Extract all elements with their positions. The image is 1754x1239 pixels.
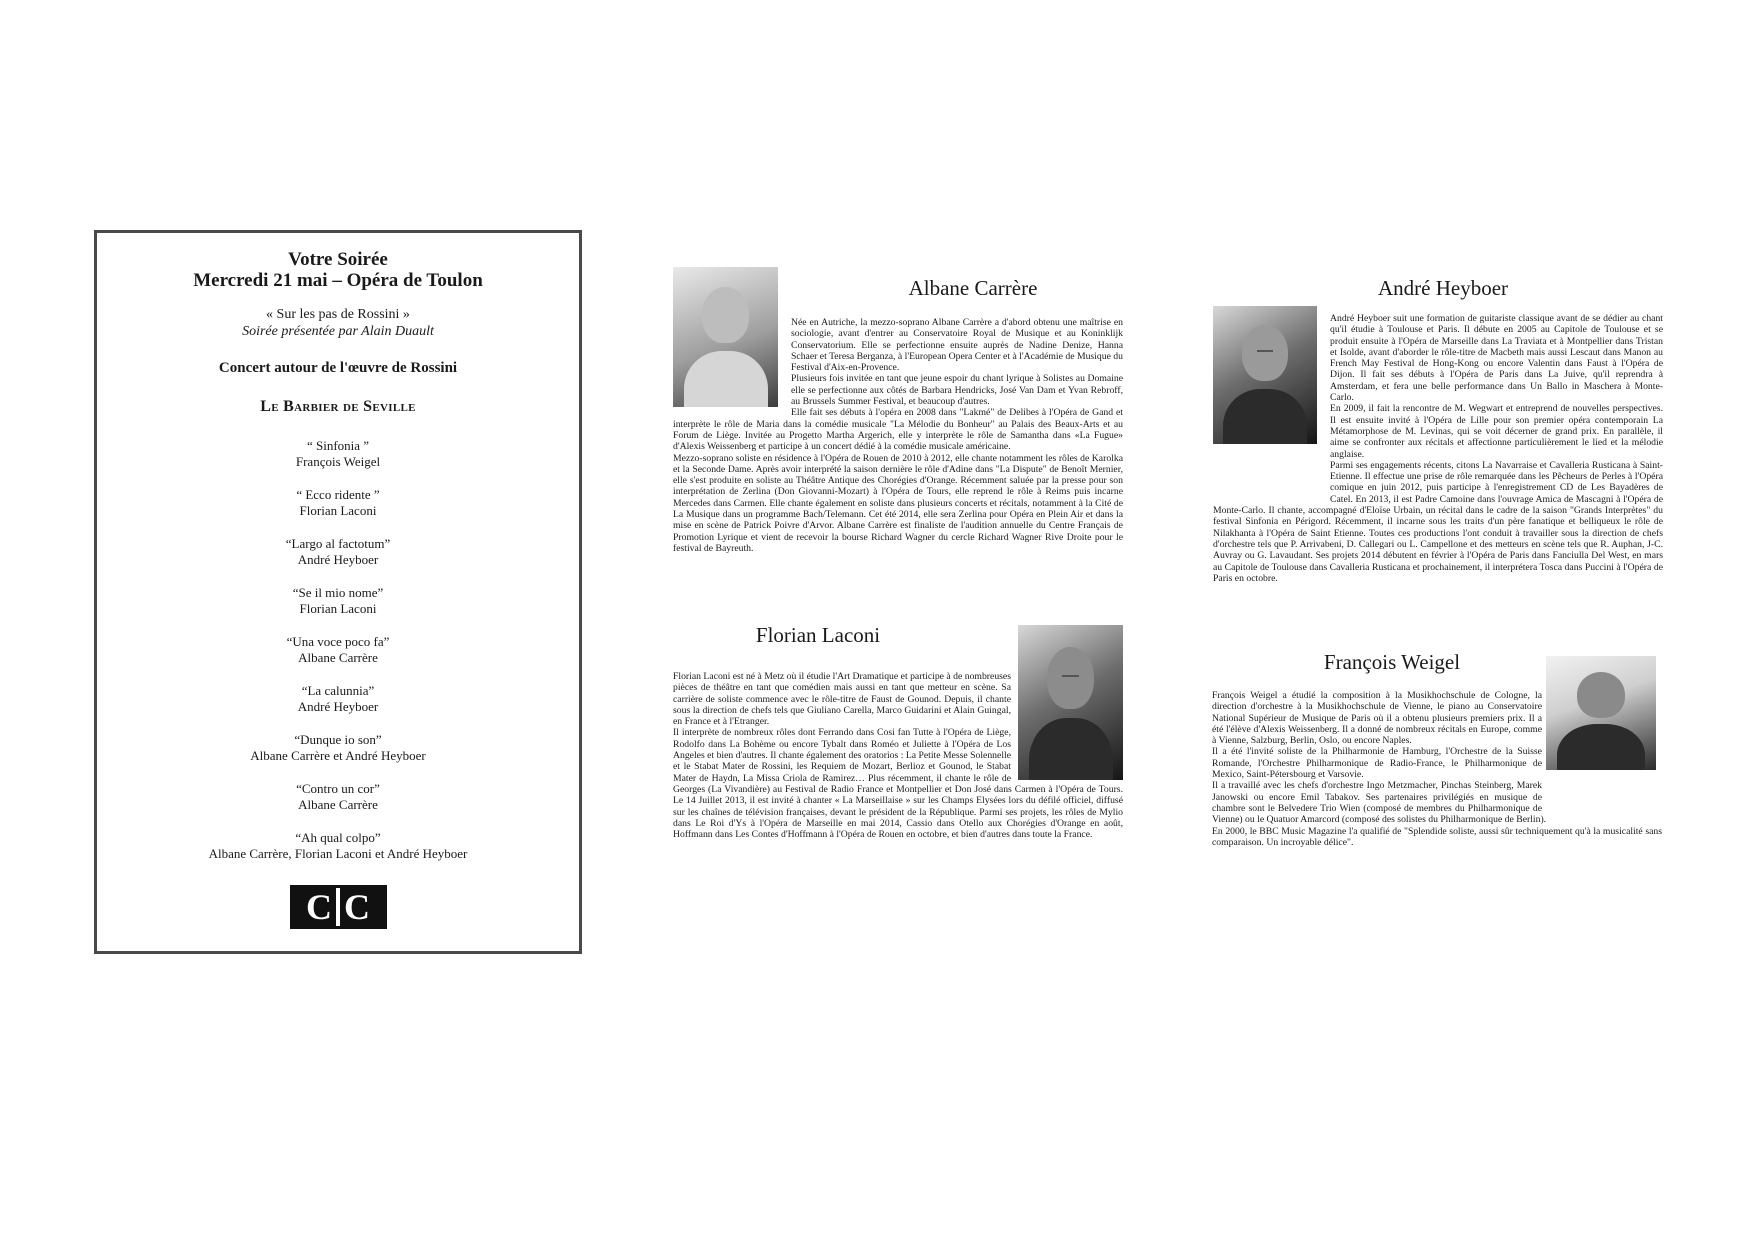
logo-letter-right: C bbox=[344, 887, 370, 927]
bio-name: André Heyboer bbox=[1377, 276, 1509, 300]
piece-title: “Dunque io son” bbox=[294, 732, 382, 747]
bio-paragraph: François Weigel a étudié la composition à la Musikhochschule de Cologne, la direction d'orchestre à la Musikhochschule de Vienne, le piano au Conservatoire National Supérieur de Musique de Paris où il a obtenu plusieurs premiers prix. Il a été l'élève d'Alexis Weissenberg. Il a donné de nombreux récitals en Europe, comme à Vienne, Salzburg, Berlin, Oslo, ou encore Naples. bbox=[1212, 690, 1542, 747]
piece-title: “La calunnia” bbox=[301, 683, 375, 698]
program-piece bbox=[97, 781, 579, 830]
program-theme: « Sur les pas de Rossini » bbox=[266, 307, 410, 322]
bio-paragraph: Plusieurs fois invitée en tant que jeune espoir du chant lyrique à Solistes au Domaine elle se perfectionne aux côtés de Barbara Hendricks, José Van Dam et Yvan Rebroff, au Brussels Summer Festival, et beaucoup d'autres. bbox=[791, 373, 1123, 408]
piece-performers: François Weigel bbox=[295, 454, 381, 469]
program-concert: Concert autour de l'œuvre de Rossini bbox=[218, 360, 458, 376]
program-piece bbox=[97, 732, 579, 781]
program-card bbox=[94, 230, 582, 954]
bio-text bbox=[1213, 313, 1663, 584]
piece-performers: Albane Carrère bbox=[298, 650, 378, 665]
sponsor-logo-wrap bbox=[97, 885, 579, 929]
piece-title: “Se il mio nome” bbox=[292, 585, 384, 600]
logo-letter-left: C bbox=[306, 887, 332, 927]
program-subtitle bbox=[97, 306, 579, 340]
bio-albane-carrere bbox=[673, 267, 1123, 597]
bio-paragraph: Née en Autriche, la mezzo-soprano Albane Carrère a d'abord obtenu une maîtrise en sociologie, avant d'entrer au Conservatoire Royal de Musique et au Koninklijk Conservatorium. Elle se perfectionne ensuite auprès de Nadine Denize, Hanna Schaer et Teresa Berganza, à l'European Opera Center et à l'Académie de Musique du Festival d'Aix-en-Provence. bbox=[791, 317, 1123, 374]
piece-title: “Largo al factotum” bbox=[285, 536, 391, 551]
bio-paragraph: Parmi ses engagements récents, citons La Navarraise et Cavalleria Rusticana à Saint-Etienne. Il effectue une prise de rôle remarquée dans les Pêcheurs de Perles à l'Opéra comique en juin 2012, puis participe à l'enregistrement CD de Les Bayadères de Catel. En 2013, il est Padre Camoine dans l'ouvrage Amica de Mascagni à l'Opéra de Monte-Carlo. Il chante, accompagné d'Eloïse Urbain, un récital dans le cadre de la saison "Grands Interprètes" du festival Sinfonia en Périgord. Récemment, il incarne sous les traits d'un père fanatique et belliqueux le rôle de Nilakhanta à l'Opéra de Saint Etienne. Toutes ces productions l'ont conduit à travailler sous la direction de chefs d'orchestre tels que P. Arrivabeni, D. Callegari ou L. Campellone et des metteurs en scène tels que R. Auphan, J-C. Auvray ou G. Lavaudant. Ses projets 2014 débutent en février à l'Opéra de Paris dans Fanciulla Del West, en mars au Capitole de Toulouse dans Cavalleria Rusticana et prochainement, il interprétera Tosca dans Puccini à l'Opéra de Paris en octobre. bbox=[1213, 459, 1663, 584]
bio-text bbox=[1212, 690, 1662, 848]
piece-performers: André Heyboer bbox=[297, 699, 379, 714]
bio-name: Albane Carrère bbox=[908, 276, 1038, 300]
piece-title: “Contro un cor” bbox=[296, 781, 380, 796]
program-piece bbox=[97, 438, 579, 487]
program-opera: Le Barbier de Seville bbox=[260, 398, 416, 415]
bio-paragraph: Il a travaillé avec les chefs d'orchestre Ingo Metzmacher, Pinchas Steinberg, Marek Janowski ou encore Emil Tabakov. Ses partenaires privilégiés en musique de chambre sont le Belvedere Trio Wien (composé de membres du Philharmonique de Vienne) ou le Quatuor Amarcord (composé des solistes du Philharmonique de Berlin). bbox=[1212, 780, 1547, 826]
piece-title: “ Sinfonia ” bbox=[306, 438, 370, 453]
bio-paragraph: André Heyboer suit une formation de guitariste classique avant de se dédier au chant qu'il étudie à Toulouse et Paris. Il débute en 2005 au Capitole de Toulouse et se produit ensuite à l'Opéra de Marseille dans La Traviata et à Montpellier dans Tristan et Isolde, avant d'aborder le rôle-titre de Macbeth mais aussi Lescaut dans Manon au French May Festival de Hong-Kong ou encore Valentin dans Faust à l'Opéra de Dijon. Il fait ses débuts à l'Opéra de Paris dans La Juive, qu'il reprendra à Amsterdam, et fera une belle performance dans Un Ballo in Maschera à Monte-Carlo. bbox=[1330, 313, 1663, 404]
program-title bbox=[97, 249, 579, 291]
bio-florian-laconi bbox=[673, 623, 1123, 873]
bio-paragraph: Mezzo-soprano soliste en résidence à l'Opéra de Rouen de 2010 à 2012, elle chante notamment les rôles de Karolka et la Seconde Dame. Après avoir interprété la saison dernière le rôle d'Adine dans "La Dispute" de Benoît Mernier, elle s'est produite en soliste au Théâtre Antique des Chorégies d'Orange. Récemment saluée par la presse pour son interprétation de Zerlina (Don Giovanni-Mozart) à l'Opéra de Tours, elle reprend le rôle à Reims puis incarne Mercedes dans Carmen. Elle chante également en soliste dans plusieurs concerts et récitals, notamment à la Cité de La Musique dans un programme Bach/Telemann. Cet été 2014, elle sera Zerlina pour Opéra en Plein Air et dans la mise en scène de Patrick Poivre d'Arvor. Albane Carrère est finaliste de l'audition annuelle du Centre Français de Promotion Lyrique et vient de recevoir la bourse Richard Wagner du cercle Richard Wagner Rive Droite pour le festival de Bayreuth. bbox=[673, 452, 1123, 554]
program-piece bbox=[97, 585, 579, 634]
piece-performers: Florian Laconi bbox=[299, 601, 377, 616]
bio-paragraph: En 2009, il fait la rencontre de M. Wegwart et entreprend de nouvelles perspectives. Il est ensuite invité à l'Opéra de Lille pour son premier opéra contemporain La Métamorphose de M. Levinas, qui se voit décerner de grand prix. En parallèle, il aime se confronter aux récitals et affectionne particulièrement le lied et la mélodie anglaise. bbox=[1330, 403, 1663, 460]
program-piece bbox=[97, 536, 579, 585]
bio-paragraph: En 2000, le BBC Music Magazine l'a qualifié de "Splendide soliste, aussi sûr techniquement qu'à la musicalité sans comparaison. Un incroyable délice". bbox=[1212, 825, 1662, 848]
piece-title: “Ah qual colpo” bbox=[295, 830, 381, 845]
piece-title: “ Ecco ridente ” bbox=[296, 487, 380, 502]
bio-text bbox=[673, 317, 1123, 554]
bio-paragraph: Il a été l'invité soliste de la Philharmonie de Hamburg, l'Orchestre de la Suisse Romande, l'Orchestre Philharmonique de Radio-France, le Philharmonique de Mexico, Saint-Pétersbourg et Varsovie. bbox=[1212, 746, 1542, 781]
bio-francois-weigel bbox=[1212, 650, 1662, 900]
piece-title: “Una voce poco fa” bbox=[286, 634, 390, 649]
program-piece bbox=[97, 830, 579, 879]
bio-text bbox=[673, 671, 1123, 840]
bio-andre-heyboer bbox=[1213, 267, 1663, 617]
piece-performers: Albane Carrère, Florian Laconi et André Heyboer bbox=[208, 846, 468, 861]
program-pieces bbox=[97, 438, 579, 879]
program-title-line2: Mercredi 21 mai – Opéra de Toulon bbox=[193, 270, 483, 291]
cic-logo bbox=[290, 885, 387, 929]
bio-paragraph: Il interprète de nombreux rôles dont Ferrando dans Cosi fan Tutte à l'Opéra de Liège, Rodolfo dans La Bohème ou encore Tybalt dans Roméo et Juliette à l'Opéra de Los Angeles et bien d'autres. Il chante également des oratorios : La Petite Messe Solennelle et le Stabat Mater de Rossini, les Requiem de Mozart, Berlioz et Gounod, le Stabat Mater de Haydn, La Missa Criola de Ramirez… Plus récemment, il chante le rôle de Georges (La Vivandière) au Festival de Radio France et Montpellier et Don José dans Carmen à l'Opéra de Tours. Le 14 Juillet 2013, il est invité à chanter « La Marseillaise » sur les Champs Elysées lors du défilé officiel, diffusé sur les chaînes de télévision françaises, devant le président de la République. Parmi ses projets, les rôles de Mylio dans Le Roi d'Ys à l'Opéra de Marseille en mai 2014, Cassio dans Otello aux Chorégies d'Orange en août, Hoffmann dans Les Contes d'Hoffmann à l'Opéra de Rouen en octobre, et bien d'autres dans toute la France. bbox=[673, 727, 1123, 841]
program-piece bbox=[97, 683, 579, 732]
bio-paragraph: Elle fait ses débuts à l'opéra en 2008 dans "Lakmé" de Delibes à l'Opéra de Gand et interprète le rôle de Maria dans la comédie musicale "La Mélodie du Bonheur" au Palais des Beaux-Arts et au Forum de Liège. Invitée au Progetto Martha Argerich, elle y interprète le rôle de Samantha dans «La Fugue» d'Alexis Weissenberg et participe à un concert dédié à la comédie musicale américaine. bbox=[673, 407, 1123, 453]
piece-performers: André Heyboer bbox=[297, 552, 379, 567]
program-piece bbox=[97, 487, 579, 536]
bio-name: Florian Laconi bbox=[755, 623, 881, 647]
piece-performers: Albane Carrère bbox=[298, 797, 378, 812]
program-piece bbox=[97, 634, 579, 683]
logo-separator bbox=[336, 888, 340, 926]
piece-performers: Albane Carrère et André Heyboer bbox=[250, 748, 426, 763]
program-title-line1: Votre Soirée bbox=[288, 249, 388, 270]
piece-performers: Florian Laconi bbox=[299, 503, 377, 518]
program-presenter: Soirée présentée par Alain Duault bbox=[242, 324, 434, 339]
bio-name: François Weigel bbox=[1323, 650, 1461, 674]
bio-paragraph: Florian Laconi est né à Metz où il étudie l'Art Dramatique et participe à de nombreuses pièces de théâtre en tant que comédien mais aussi en tant que metteur en scène. Sa carrière de soliste commence avec le rôle-titre de Faust de Gounod. Depuis, il chante sous la direction de chefs tels que Giuliano Carella, Marco Guidarini et Alain Guingal, en France et à l'Etranger. bbox=[673, 671, 1011, 728]
